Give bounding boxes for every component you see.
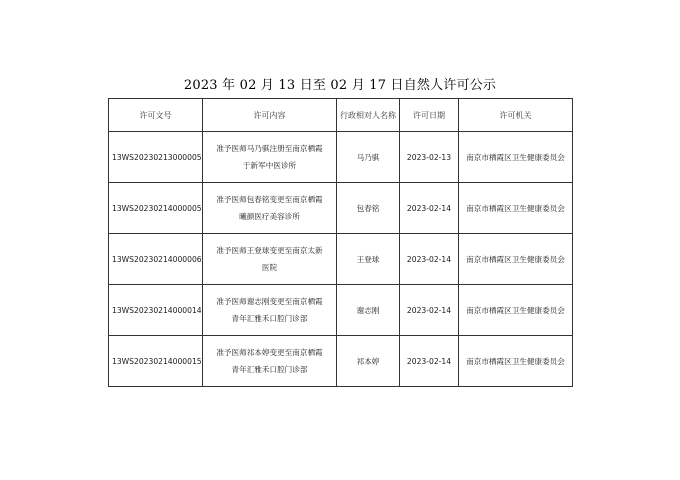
- permit-content-line: 曦颜医疗美容诊所: [239, 212, 300, 221]
- permit-number-cell: 13WS20230214000005: [109, 183, 203, 234]
- table-row: [109, 234, 573, 285]
- permit-content-cell: [203, 285, 337, 336]
- permit-content-line: 青年汇雅禾口腔门诊部: [231, 365, 308, 374]
- permit-table: [108, 98, 573, 387]
- header-permit-date: 许可日期: [400, 99, 459, 132]
- permit-content-line: 准予医师马乃骐注册至南京栖霞: [216, 144, 323, 153]
- permit-content-line: 于新军中医诊所: [242, 161, 297, 170]
- permit-content-cell: [203, 336, 337, 387]
- permit-date-cell: 2023-02-13: [400, 132, 459, 183]
- table-row: [109, 336, 573, 387]
- counterparty-name-cell: 马乃骐: [337, 132, 400, 183]
- permit-content-line: 医院: [261, 263, 278, 272]
- permit-content-line: 准予医师祁本婷变更至南京栖霞: [216, 348, 323, 357]
- permit-content-line: 准予医师谢志刚变更至南京栖霞: [216, 297, 323, 306]
- permit-number-cell: 13WS20230214000014: [109, 285, 203, 336]
- counterparty-name-cell: 祁本婷: [337, 336, 400, 387]
- counterparty-name-cell: 王登球: [337, 234, 400, 285]
- permit-authority-cell: 南京市栖霞区卫生健康委员会: [459, 183, 573, 234]
- permit-content-cell: [203, 132, 337, 183]
- header-permit-content: 许可内容: [203, 99, 337, 132]
- permit-number-cell: 13WS20230213000005: [109, 132, 203, 183]
- permit-content-line: 准予医师包春铭变更至南京栖霞: [216, 195, 323, 204]
- header-permit-number: 许可文号: [109, 99, 203, 132]
- table-row: [109, 183, 573, 234]
- header-counterparty-name: 行政相对人名称: [337, 99, 400, 132]
- permit-content-line: 青年汇雅禾口腔门诊部: [231, 314, 308, 323]
- table-row: [109, 285, 573, 336]
- counterparty-name-cell: 谢志刚: [337, 285, 400, 336]
- permit-date-cell: 2023-02-14: [400, 183, 459, 234]
- permit-number-cell: 13WS20230214000015: [109, 336, 203, 387]
- permit-authority-cell: 南京市栖霞区卫生健康委员会: [459, 336, 573, 387]
- page-title: 2023 年 02 月 13 日至 02 月 17 日自然人许可公示: [183, 78, 497, 93]
- table-header-row: [109, 99, 573, 132]
- header-permit-authority: 许可机关: [459, 99, 573, 132]
- table-row: [109, 132, 573, 183]
- counterparty-name-cell: 包春铭: [337, 183, 400, 234]
- permit-date-cell: 2023-02-14: [400, 234, 459, 285]
- permit-authority-cell: 南京市栖霞区卫生健康委员会: [459, 285, 573, 336]
- permit-number-cell: 13WS20230214000006: [109, 234, 203, 285]
- permit-date-cell: 2023-02-14: [400, 336, 459, 387]
- permit-content-cell: [203, 234, 337, 285]
- permit-authority-cell: 南京市栖霞区卫生健康委员会: [459, 234, 573, 285]
- permit-date-cell: 2023-02-14: [400, 285, 459, 336]
- permit-content-line: 准予医师王登球变更至南京太新: [216, 246, 323, 255]
- permit-authority-cell: 南京市栖霞区卫生健康委员会: [459, 132, 573, 183]
- permit-content-cell: [203, 183, 337, 234]
